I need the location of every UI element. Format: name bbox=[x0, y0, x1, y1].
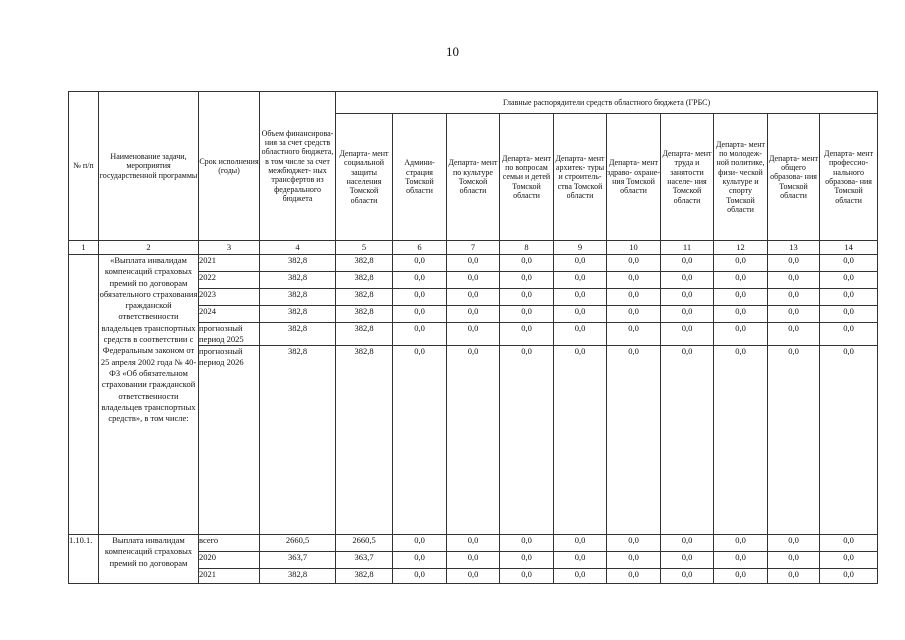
value-cell: 0,0 bbox=[554, 255, 607, 272]
value-cell: 0,0 bbox=[661, 289, 714, 306]
row-number bbox=[69, 255, 99, 535]
value-cell: 0,0 bbox=[447, 306, 500, 323]
term-cell: 2021 bbox=[199, 569, 260, 584]
value-cell: 0,0 bbox=[714, 346, 768, 535]
value-cell: 0,0 bbox=[447, 255, 500, 272]
task-name: Выплата инвалидам компенсаций страховых премий по договорам bbox=[99, 535, 199, 584]
value-cell: 0,0 bbox=[447, 323, 500, 346]
value-cell: 0,0 bbox=[661, 346, 714, 535]
value-cell: 0,0 bbox=[768, 272, 820, 289]
value-cell: 382,8 bbox=[260, 346, 336, 535]
value-cell: 382,8 bbox=[260, 569, 336, 584]
col-header-grbs: Департа- мент по культуре Томской области bbox=[447, 114, 500, 241]
task-name: «Выплата инвалидам компенсаций страховых премий по договорам обязательного страхования гражданской ответственности владельцев транспортных средств в соответствии с Федеральным законом от 25 апреля 2002 года № 40-ФЗ «Об обязательном страховании гражданской ответственности владельцев транспортных средств», в том числе: bbox=[99, 255, 199, 535]
value-cell: 0,0 bbox=[554, 346, 607, 535]
value-cell: 0,0 bbox=[393, 346, 447, 535]
value-cell: 0,0 bbox=[393, 535, 447, 552]
value-cell: 0,0 bbox=[554, 535, 607, 552]
value-cell: 0,0 bbox=[768, 255, 820, 272]
col-header-task: Наименование задачи, мероприятия государственной программы bbox=[99, 92, 199, 241]
value-cell: 0,0 bbox=[393, 306, 447, 323]
col-header-grbs: Департа- мент по молодеж- ной политике, физи- ческой культуре и спорту Томской области bbox=[714, 114, 768, 241]
value-cell: 0,0 bbox=[607, 306, 661, 323]
term-cell: всего bbox=[199, 535, 260, 552]
col-header-grbs: Департа- мент труда и занятости населе- ния Томской области bbox=[661, 114, 714, 241]
term-cell: прогнозный период 2025 bbox=[199, 323, 260, 346]
value-cell: 0,0 bbox=[447, 289, 500, 306]
value-cell: 382,8 bbox=[260, 255, 336, 272]
column-number: 7 bbox=[447, 241, 500, 255]
term-cell: 2020 bbox=[199, 552, 260, 569]
value-cell: 0,0 bbox=[393, 272, 447, 289]
value-cell: 0,0 bbox=[607, 255, 661, 272]
value-cell: 382,8 bbox=[336, 346, 393, 535]
value-cell: 0,0 bbox=[768, 306, 820, 323]
value-cell: 0,0 bbox=[820, 346, 878, 535]
value-cell: 0,0 bbox=[768, 569, 820, 584]
value-cell: 0,0 bbox=[393, 289, 447, 306]
term-cell: 2023 bbox=[199, 289, 260, 306]
value-cell: 0,0 bbox=[500, 569, 554, 584]
value-cell: 0,0 bbox=[661, 323, 714, 346]
value-cell: 0,0 bbox=[554, 306, 607, 323]
value-cell: 0,0 bbox=[500, 255, 554, 272]
value-cell: 0,0 bbox=[714, 306, 768, 323]
column-number: 2 bbox=[99, 241, 199, 255]
value-cell: 0,0 bbox=[820, 535, 878, 552]
table-row bbox=[69, 535, 878, 552]
value-cell: 0,0 bbox=[661, 255, 714, 272]
value-cell: 0,0 bbox=[714, 289, 768, 306]
value-cell: 0,0 bbox=[500, 272, 554, 289]
value-cell: 0,0 bbox=[393, 552, 447, 569]
table-body bbox=[69, 255, 878, 584]
value-cell: 0,0 bbox=[607, 323, 661, 346]
value-cell: 0,0 bbox=[607, 346, 661, 535]
col-header-grbs: Департа- мент здраво- охране- ния Томской области bbox=[607, 114, 661, 241]
value-cell: 382,8 bbox=[336, 323, 393, 346]
value-cell: 0,0 bbox=[393, 255, 447, 272]
value-cell: 0,0 bbox=[554, 569, 607, 584]
value-cell: 0,0 bbox=[607, 569, 661, 584]
term-cell: 2024 bbox=[199, 306, 260, 323]
value-cell: 363,7 bbox=[260, 552, 336, 569]
col-header-grbs: Департа- мент по вопросам семьи и детей Томской области bbox=[500, 114, 554, 241]
value-cell: 0,0 bbox=[554, 289, 607, 306]
column-number: 6 bbox=[393, 241, 447, 255]
value-cell: 0,0 bbox=[661, 535, 714, 552]
value-cell: 0,0 bbox=[393, 323, 447, 346]
column-number-row bbox=[69, 241, 878, 255]
col-header-grbs: Департа- мент общего образова- ния Томской области bbox=[768, 114, 820, 241]
value-cell: 0,0 bbox=[820, 289, 878, 306]
value-cell: 0,0 bbox=[661, 272, 714, 289]
value-cell: 0,0 bbox=[607, 552, 661, 569]
value-cell: 0,0 bbox=[500, 552, 554, 569]
value-cell: 0,0 bbox=[820, 552, 878, 569]
column-number: 11 bbox=[661, 241, 714, 255]
column-number: 10 bbox=[607, 241, 661, 255]
value-cell: 0,0 bbox=[820, 323, 878, 346]
term-cell: прогнозный период 2026 bbox=[199, 346, 260, 535]
value-cell: 0,0 bbox=[447, 272, 500, 289]
value-cell: 0,0 bbox=[768, 323, 820, 346]
value-cell: 2660,5 bbox=[260, 535, 336, 552]
value-cell: 0,0 bbox=[554, 323, 607, 346]
column-number: 12 bbox=[714, 241, 768, 255]
value-cell: 382,8 bbox=[336, 289, 393, 306]
value-cell: 0,0 bbox=[447, 346, 500, 535]
term-cell: 2021 bbox=[199, 255, 260, 272]
column-number: 8 bbox=[500, 241, 554, 255]
value-cell: 0,0 bbox=[661, 569, 714, 584]
value-cell: 0,0 bbox=[661, 552, 714, 569]
value-cell: 0,0 bbox=[820, 255, 878, 272]
value-cell: 0,0 bbox=[820, 569, 878, 584]
column-number: 13 bbox=[768, 241, 820, 255]
col-header-grbs: Админи- страция Томской области bbox=[393, 114, 447, 241]
col-header-grbs: Департа- мент социальной защиты населения Томской области bbox=[336, 114, 393, 241]
value-cell: 0,0 bbox=[714, 272, 768, 289]
value-cell: 382,8 bbox=[336, 569, 393, 584]
col-header-grbs-group: Главные распорядители средств областного бюджета (ГРБС) bbox=[336, 92, 878, 114]
column-number: 5 bbox=[336, 241, 393, 255]
value-cell: 0,0 bbox=[820, 272, 878, 289]
value-cell: 0,0 bbox=[500, 346, 554, 535]
value-cell: 0,0 bbox=[661, 306, 714, 323]
value-cell: 382,8 bbox=[336, 306, 393, 323]
value-cell: 0,0 bbox=[500, 323, 554, 346]
value-cell: 0,0 bbox=[447, 535, 500, 552]
column-number: 1 bbox=[69, 241, 99, 255]
value-cell: 382,8 bbox=[260, 323, 336, 346]
value-cell: 0,0 bbox=[714, 569, 768, 584]
value-cell: 0,0 bbox=[607, 535, 661, 552]
value-cell: 363,7 bbox=[336, 552, 393, 569]
value-cell: 382,8 bbox=[260, 306, 336, 323]
col-header-grbs: Департа- мент профессио- нального образова- ния Томской области bbox=[820, 114, 878, 241]
col-header-grbs: Департа- мент архитек- туры и строитель- ства Томской области bbox=[554, 114, 607, 241]
value-cell: 0,0 bbox=[768, 346, 820, 535]
col-header-term: Срок исполнения (годы) bbox=[199, 92, 260, 241]
value-cell: 0,0 bbox=[820, 306, 878, 323]
value-cell: 0,0 bbox=[554, 552, 607, 569]
col-header-volume: Объем финансирова- ния за счет средств областного бюджета, в том числе за счет межбюджет- ных трансфертов из федерального бюджета bbox=[260, 92, 336, 241]
column-number: 3 bbox=[199, 241, 260, 255]
value-cell: 0,0 bbox=[768, 552, 820, 569]
value-cell: 382,8 bbox=[260, 272, 336, 289]
budget-table bbox=[68, 91, 878, 584]
column-number: 9 bbox=[554, 241, 607, 255]
value-cell: 0,0 bbox=[500, 306, 554, 323]
value-cell: 0,0 bbox=[768, 289, 820, 306]
table-row bbox=[69, 255, 878, 272]
value-cell: 0,0 bbox=[607, 272, 661, 289]
value-cell: 0,0 bbox=[447, 552, 500, 569]
value-cell: 382,8 bbox=[336, 272, 393, 289]
value-cell: 0,0 bbox=[500, 535, 554, 552]
value-cell: 0,0 bbox=[500, 289, 554, 306]
col-header-num: № п/п bbox=[69, 92, 99, 241]
column-number: 14 bbox=[820, 241, 878, 255]
value-cell: 0,0 bbox=[607, 289, 661, 306]
value-cell: 0,0 bbox=[393, 569, 447, 584]
page-number: 10 bbox=[446, 44, 459, 59]
value-cell: 382,8 bbox=[260, 289, 336, 306]
value-cell: 2660,5 bbox=[336, 535, 393, 552]
value-cell: 0,0 bbox=[714, 323, 768, 346]
row-number: 1.10.1. bbox=[69, 535, 99, 584]
term-cell: 2022 bbox=[199, 272, 260, 289]
value-cell: 0,0 bbox=[554, 272, 607, 289]
value-cell: 0,0 bbox=[714, 552, 768, 569]
value-cell: 382,8 bbox=[336, 255, 393, 272]
value-cell: 0,0 bbox=[447, 569, 500, 584]
column-number: 4 bbox=[260, 241, 336, 255]
value-cell: 0,0 bbox=[714, 535, 768, 552]
value-cell: 0,0 bbox=[768, 535, 820, 552]
value-cell: 0,0 bbox=[714, 255, 768, 272]
